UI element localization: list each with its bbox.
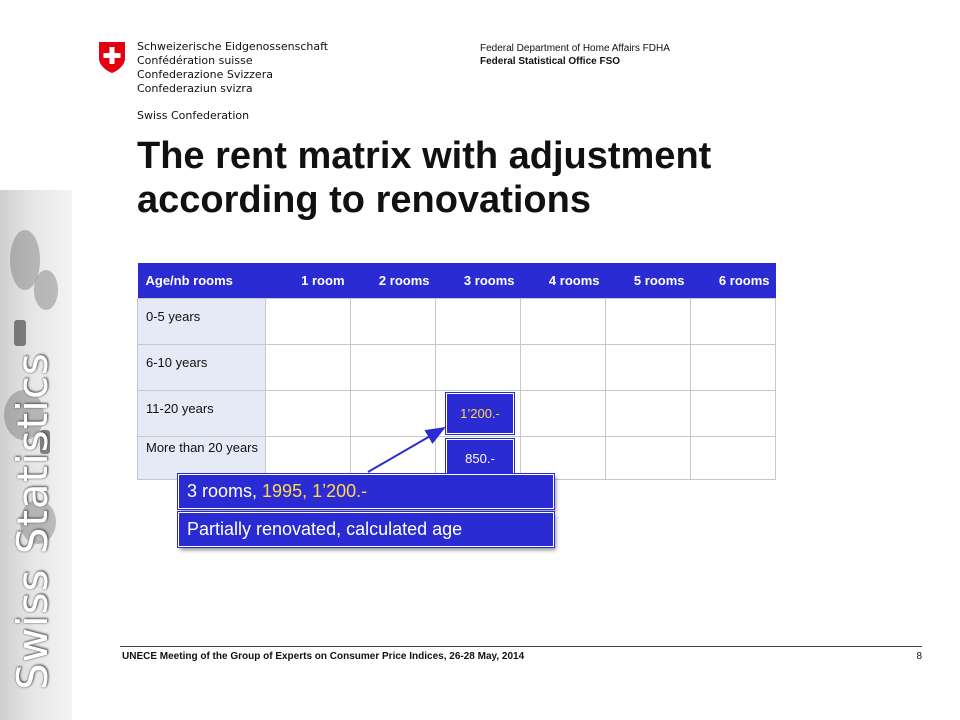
table-cell — [436, 345, 521, 391]
swiss-flag-icon — [97, 40, 127, 74]
footer-divider — [120, 646, 922, 647]
slide-title: The rent matrix with adjustment according to renovations — [137, 135, 712, 221]
header-4-rooms: 4 rooms — [521, 263, 606, 299]
callout-box-dwelling — [178, 474, 554, 509]
swiss-confederation-label: Swiss Confederation — [137, 109, 250, 122]
callout-rooms-text: 3 rooms, — [187, 481, 263, 501]
table-row — [138, 345, 776, 391]
callout-year-price: 1995, 1’200.- — [262, 481, 368, 501]
table-cell — [266, 299, 351, 345]
table-cell — [606, 391, 691, 437]
row-label-6-10: 6-10 years — [138, 345, 266, 391]
table-header-row — [138, 263, 776, 299]
table-cell — [521, 391, 606, 437]
table-cell — [351, 345, 436, 391]
header-3-rooms: 3 rooms — [436, 263, 521, 299]
row-label-0-5: 0-5 years — [138, 299, 266, 345]
table-cell — [606, 437, 691, 480]
header-1-room: 1 room — [266, 263, 351, 299]
table-row — [138, 299, 776, 345]
federal-name-it: Confederazione Svizzera — [137, 68, 273, 81]
table-cell — [266, 391, 351, 437]
federal-name-fr: Confédération suisse — [137, 54, 253, 67]
table-cell — [436, 299, 521, 345]
price-box-1200: 1’200.- — [446, 393, 514, 434]
footer-meeting-text: UNECE Meeting of the Group of Experts on Consumer Price Indices, 26-28 May, 2014 — [122, 651, 525, 662]
page-number: 8 — [916, 651, 922, 662]
table-cell — [606, 299, 691, 345]
price-box-850: 850.- — [446, 439, 514, 477]
table-cell — [521, 299, 606, 345]
callout-renovation-text: Partially renovated, calculated age — [187, 519, 463, 539]
office-name: Federal Statistical Office FSO — [480, 56, 621, 67]
department-name: Federal Department of Home Affairs FDHA — [480, 43, 670, 54]
table-cell — [691, 299, 776, 345]
row-label-20-plus: More than 20 years — [138, 437, 266, 480]
table-cell-highlight — [436, 391, 521, 437]
table-cell — [691, 345, 776, 391]
federal-names — [137, 40, 328, 96]
federal-name-de: Schweizerische Eidgenossenschaft — [137, 40, 329, 53]
table-cell — [351, 299, 436, 345]
table-cell — [351, 391, 436, 437]
table-cell — [691, 437, 776, 480]
rent-matrix-table — [137, 263, 776, 480]
table-row — [138, 391, 776, 437]
federal-name-rm: Confederaziun svizra — [137, 82, 253, 95]
header-age-rooms: Age/nb rooms — [138, 263, 266, 299]
header-5-rooms: 5 rooms — [606, 263, 691, 299]
callout-box-renovation — [178, 512, 554, 547]
swiss-statistics-label: Swiss Statistics — [8, 352, 57, 690]
row-label-11-20: 11-20 years — [138, 391, 266, 437]
header-2-rooms: 2 rooms — [351, 263, 436, 299]
table-cell — [521, 345, 606, 391]
table-cell — [606, 345, 691, 391]
header-6-rooms: 6 rooms — [691, 263, 776, 299]
department-block — [480, 42, 670, 68]
table-cell — [266, 345, 351, 391]
table-cell — [691, 391, 776, 437]
